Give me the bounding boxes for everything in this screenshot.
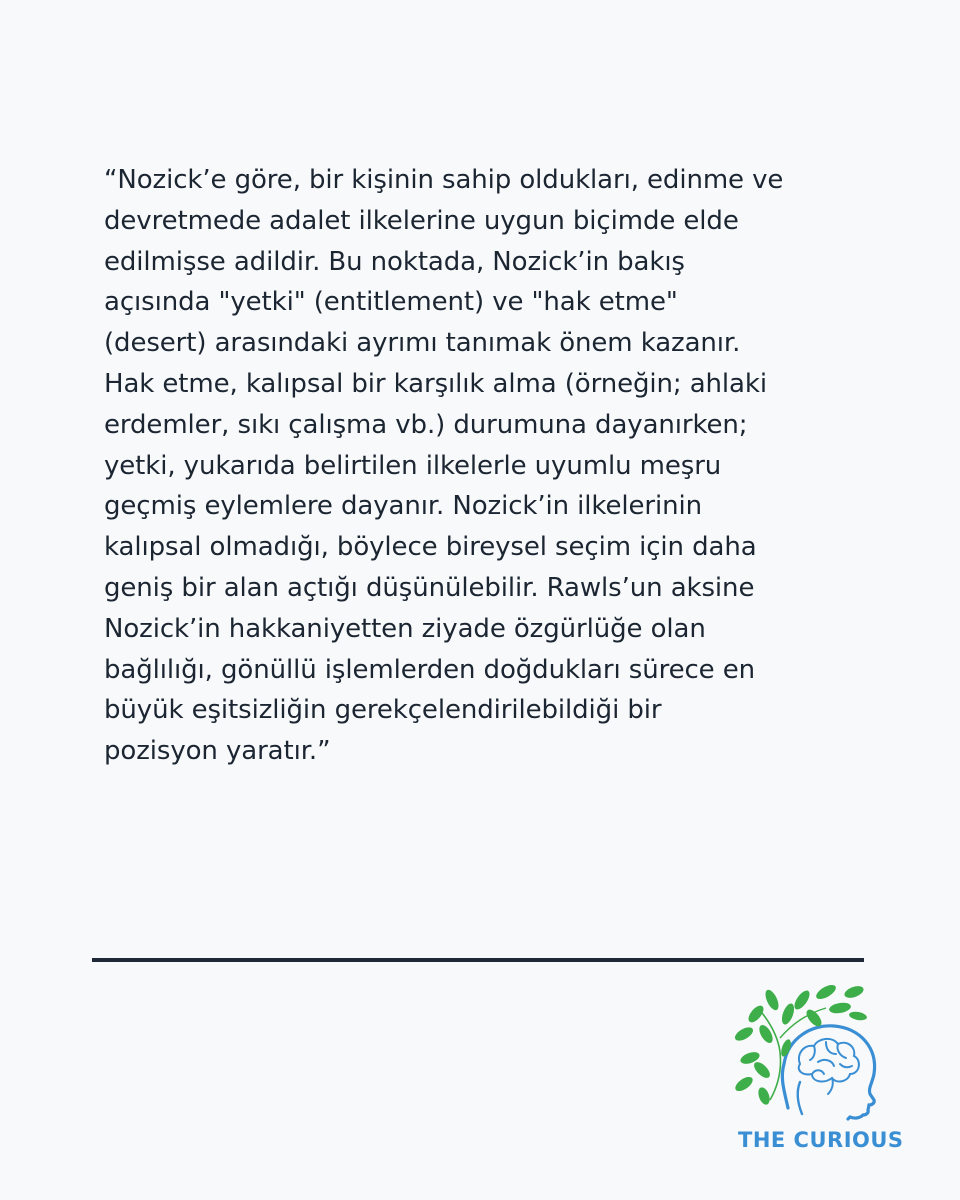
quote-line: edilmişse adildir. Bu noktada, Nozick’in bakış (104, 246, 685, 277)
quote-line: pozisyon yaratır.” (104, 736, 331, 767)
quote-line: bağlılığı, gönüllü işlemlerden doğdukları sürece en (104, 654, 756, 685)
quote-line: büyük eşitsizliğin gerekçelendirilebildiği bir (104, 695, 662, 726)
quote-line: geçmiş eylemlere dayanır. Nozick’in ilkelerinin (104, 491, 702, 522)
quote-line: Nozick’in hakkaniyetten ziyade özgürlüğe olan (104, 613, 706, 644)
quote-line: yetki, yukarıda belirtilen ilkelerle uyumlu meşru (104, 450, 722, 481)
quote-line: açısında "yetki" (entitlement) ve "hak etme" (104, 287, 678, 318)
brain-head-leaves-icon (722, 978, 892, 1128)
quote-line: kalıpsal olmadığı, böylece bireysel seçim için daha (104, 532, 757, 563)
quote-line: (desert) arasındaki ayrımı tanımak önem kazanır. (104, 328, 741, 359)
quote-line: devretmede adalet ilkelerine uygun biçimde elde (104, 205, 739, 236)
quote-line: Hak etme, kalıpsal bir karşılık alma (örneğin; ahlaki (104, 368, 767, 399)
quote-line: geniş bir alan açtığı düşünülebilir. Rawls’un aksine (104, 572, 755, 603)
quote-text (104, 160, 864, 772)
quote-line: “Nozick’e göre, bir kişinin sahip oldukları, edinme ve (104, 165, 784, 195)
quote-line: erdemler, sıkı çalışma vb.) durumuna dayanırken; (104, 409, 748, 440)
divider (92, 958, 864, 962)
brand-name: THE CURIOUS (738, 1128, 904, 1152)
